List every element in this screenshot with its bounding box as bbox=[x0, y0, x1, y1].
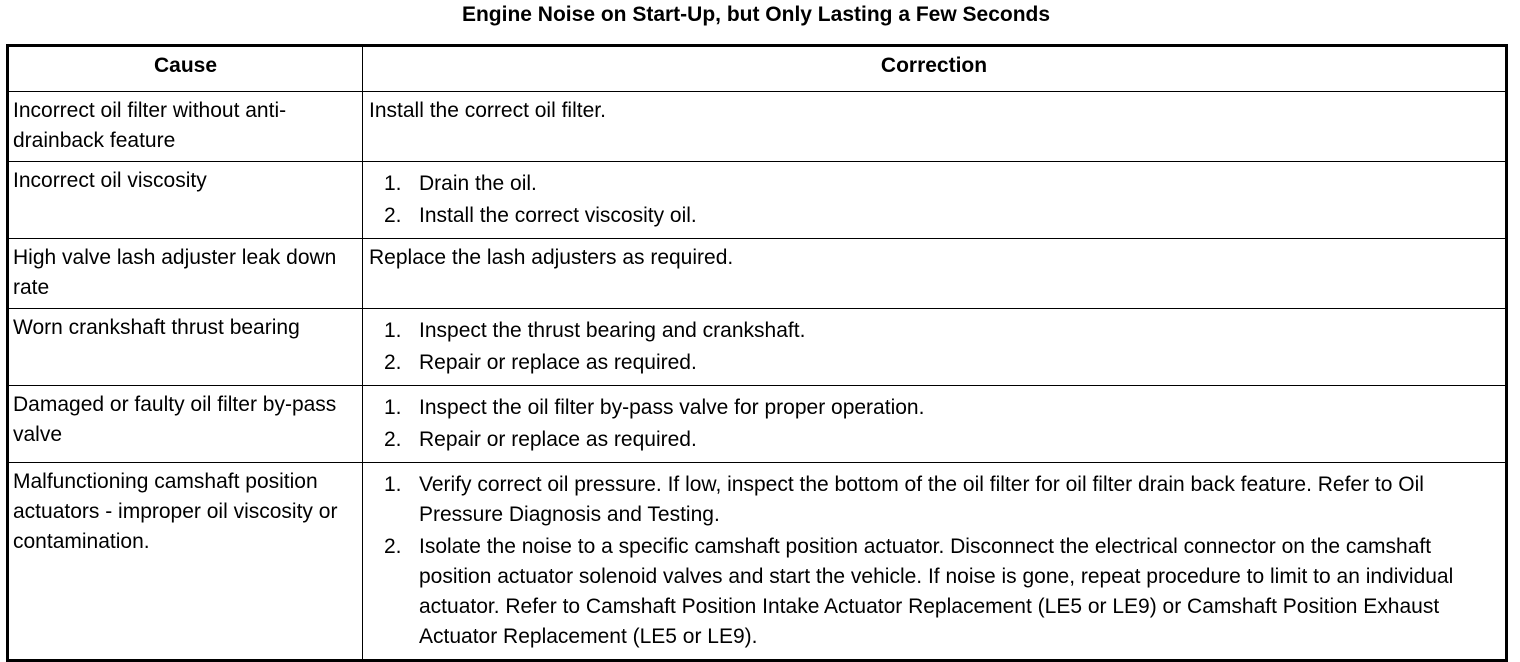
correction-cell bbox=[363, 162, 1507, 239]
correction-step bbox=[369, 393, 1501, 423]
correction-cell bbox=[363, 386, 1507, 463]
step-number: 2. bbox=[384, 204, 402, 227]
table-row bbox=[8, 239, 1507, 309]
correction-cell: Install the correct oil filter. bbox=[363, 92, 1507, 162]
correction-step bbox=[369, 348, 1501, 378]
step-number: 2. bbox=[384, 535, 402, 558]
step-text: Drain the oil. bbox=[419, 172, 537, 195]
page-title: Engine Noise on Start-Up, but Only Lasting a Few Seconds bbox=[461, 3, 1051, 26]
correction-column-header: Correction bbox=[363, 46, 1507, 92]
step-text: Verify correct oil pressure. If low, inspect the bottom of the oil filter for oil filter drain back feature. Refer to Oil Pressure Diagnosis and Testing. bbox=[419, 473, 1424, 526]
step-text: Install the correct viscosity oil. bbox=[419, 204, 697, 227]
table-row bbox=[8, 92, 1507, 162]
step-text: Repair or replace as required. bbox=[419, 351, 697, 374]
cause-cell: Incorrect oil filter without anti-drainback feature bbox=[8, 92, 363, 162]
step-number: 1. bbox=[384, 172, 402, 195]
correction-steps bbox=[369, 316, 1501, 378]
cause-cell: Malfunctioning camshaft position actuators - improper oil viscosity or contamination. bbox=[8, 463, 363, 661]
cause-column-header: Cause bbox=[8, 46, 363, 92]
correction-cell: Replace the lash adjusters as required. bbox=[363, 239, 1507, 309]
correction-step bbox=[369, 470, 1501, 530]
correction-step bbox=[369, 201, 1501, 231]
table-row bbox=[8, 162, 1507, 239]
step-text: Inspect the oil filter by-pass valve for proper operation. bbox=[419, 396, 925, 419]
step-text: Isolate the noise to a specific camshaft position actuator. Disconnect the electrical connector on the camshaft position actuator solenoid valves and start the vehicle. If noise is gone, repeat procedure to limit to an individual actuator. Refer to Camshaft Position Intake Actuator Replacement (LE5 or LE9) or Camshaft Position Exhaust Actuator Replacement (LE5 or LE9). bbox=[419, 535, 1454, 648]
cause-cell: Damaged or faulty oil filter by-pass valve bbox=[8, 386, 363, 463]
step-number: 1. bbox=[384, 473, 402, 496]
table-header-row bbox=[8, 46, 1507, 92]
table-row bbox=[8, 463, 1507, 661]
cause-cell: High valve lash adjuster leak down rate bbox=[8, 239, 363, 309]
correction-step bbox=[369, 425, 1501, 455]
table-row bbox=[8, 386, 1507, 463]
step-number: 2. bbox=[384, 428, 402, 451]
step-number: 1. bbox=[384, 396, 402, 419]
correction-cell bbox=[363, 309, 1507, 386]
correction-steps bbox=[369, 393, 1501, 455]
step-number: 2. bbox=[384, 351, 402, 374]
correction-steps bbox=[369, 470, 1501, 652]
cause-cell: Worn crankshaft thrust bearing bbox=[8, 309, 363, 386]
correction-step bbox=[369, 532, 1501, 652]
correction-step bbox=[369, 169, 1501, 199]
step-text: Inspect the thrust bearing and crankshaft. bbox=[419, 319, 806, 342]
correction-steps bbox=[369, 169, 1501, 231]
correction-step bbox=[369, 316, 1501, 346]
step-text: Repair or replace as required. bbox=[419, 428, 697, 451]
correction-cell bbox=[363, 463, 1507, 661]
table-row bbox=[8, 309, 1507, 386]
cause-cell: Incorrect oil viscosity bbox=[8, 162, 363, 239]
step-number: 1. bbox=[384, 319, 402, 342]
diagnosis-table bbox=[6, 44, 1508, 662]
